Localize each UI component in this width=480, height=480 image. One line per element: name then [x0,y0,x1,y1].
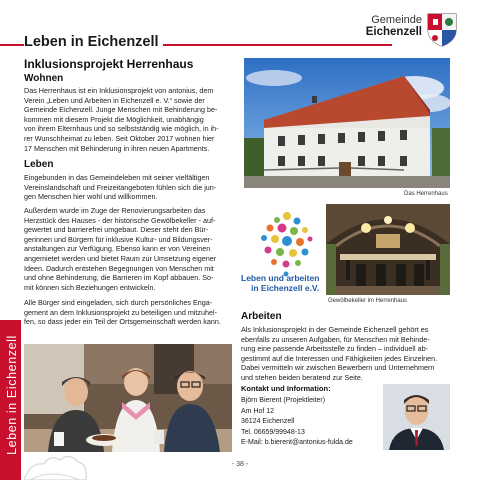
brand-line-2: Eichenzell [365,26,422,38]
gewoelbekeller-caption: Gewölbekeller im Herrenhaus [328,298,408,304]
herrenhaus-photo [244,58,450,188]
leben-heading: Leben [24,159,54,170]
contact-email[interactable]: E-Mail: b.bierent@antonius-fulda.de [241,439,353,446]
verein-logo-dots [252,208,322,280]
wohnen-paragraph: Das Herrenhaus ist ein Inklusionsprojekt von antonius, dem Verein „Leben und Arbeiten in Eichenzell e. V.“ sowie der Gemeinde Eichenzell. Junge Menschen mit Behinderung be- kommen mit diesem Projekt die Möglichkeit, unabhängig von ihrem Elternhaus und so selbstständig wie möglich, in ih- rer Wunschheimat zu leben. Seit Oktober 2017 wohnen hier 17 Menschen mit Behinderung in ihren neuen Apartments. [24,86,219,153]
contact-city: 36124 Eichenzell [241,418,295,425]
herrenhaus-caption: Das Herrenhaus [404,191,448,197]
arbeiten-heading: Arbeiten [241,311,282,322]
gewoelbekeller-paragraph: Außerdem wurde im Zuge der Renovierungsarbeiten das Herzstück des Hauses - der historische Gewölbekeller - auf- gewertet und barrierefrei umgebaut. Dieser steht den Bür- gerinnen und Bürgern für inklusive Kultur- und Bildungsver- anstaltungen zur Verfügung. Ebenso kann er von Vereinen angemietet werden und bietet Raum zur Umsetzung eigener Ideen. Dadurch entstehen Begegnungen von Menschen mit und ohne Behinderung, die Barrieren im Kopf abbauen. So- mit können sich Beziehungen entwickeln. [24,206,217,292]
section-title: Leben in Eichenzell [24,33,163,51]
engagement-paragraph: Alle Bürger sind eingeladen, sich durch persönliches Enga- gement an dem Inklusionsprojekt zu beteiligen und mitzuhel- fen, so dass jeder ein Teil der Ortsgemeinschaft werden kann. [24,298,221,327]
arbeiten-paragraph: Als Inklusionsprojekt in der Gemeinde Eichenzell gehört es ebenfalls zu unseren Aufgaben, für Menschen mit Behinde- rung eine passende Arbeitsstelle zu finden – individuell ab- gestimmt auf die Interessen und Fähigkeiten jedes Einzelnen. Dabei vermitteln wir zwischen Bewerbern und Unternehmern und stehen beiden beratend zur Seite. [241,325,438,382]
article-title: Inklusionsprojekt Herrenhaus [24,57,194,71]
contact-street: Am Hof 12 [241,407,275,415]
brand-line-1: Gemeinde [371,14,422,26]
contact-block [241,396,391,449]
contact-heading: Kontakt und Information: [241,384,331,393]
leben-paragraph: Eingebunden in das Gemeindeleben mit seiner vielfältigen Vereinslandschaft und Freizeitangeboten fühlen sich die jun- gen Menschen hier wohl und willkommen. [24,173,217,202]
verein-logo-text: Leben und arbeiten in Eichenzell e.V. [241,273,320,293]
gewoelbekeller-photo [326,204,450,295]
wohnen-heading: Wohnen [24,73,64,84]
portrait-photo [383,384,450,450]
page-number: - 38 - [231,461,249,468]
group-photo [24,344,232,452]
coat-of-arms-icon [426,12,458,48]
contact-name: Björn Bierent (Projektleiter) [241,397,326,404]
side-tab-label: Leben in Eichenzell [5,335,19,455]
contact-phone: Tel. 06659/99948-13 [241,428,305,436]
